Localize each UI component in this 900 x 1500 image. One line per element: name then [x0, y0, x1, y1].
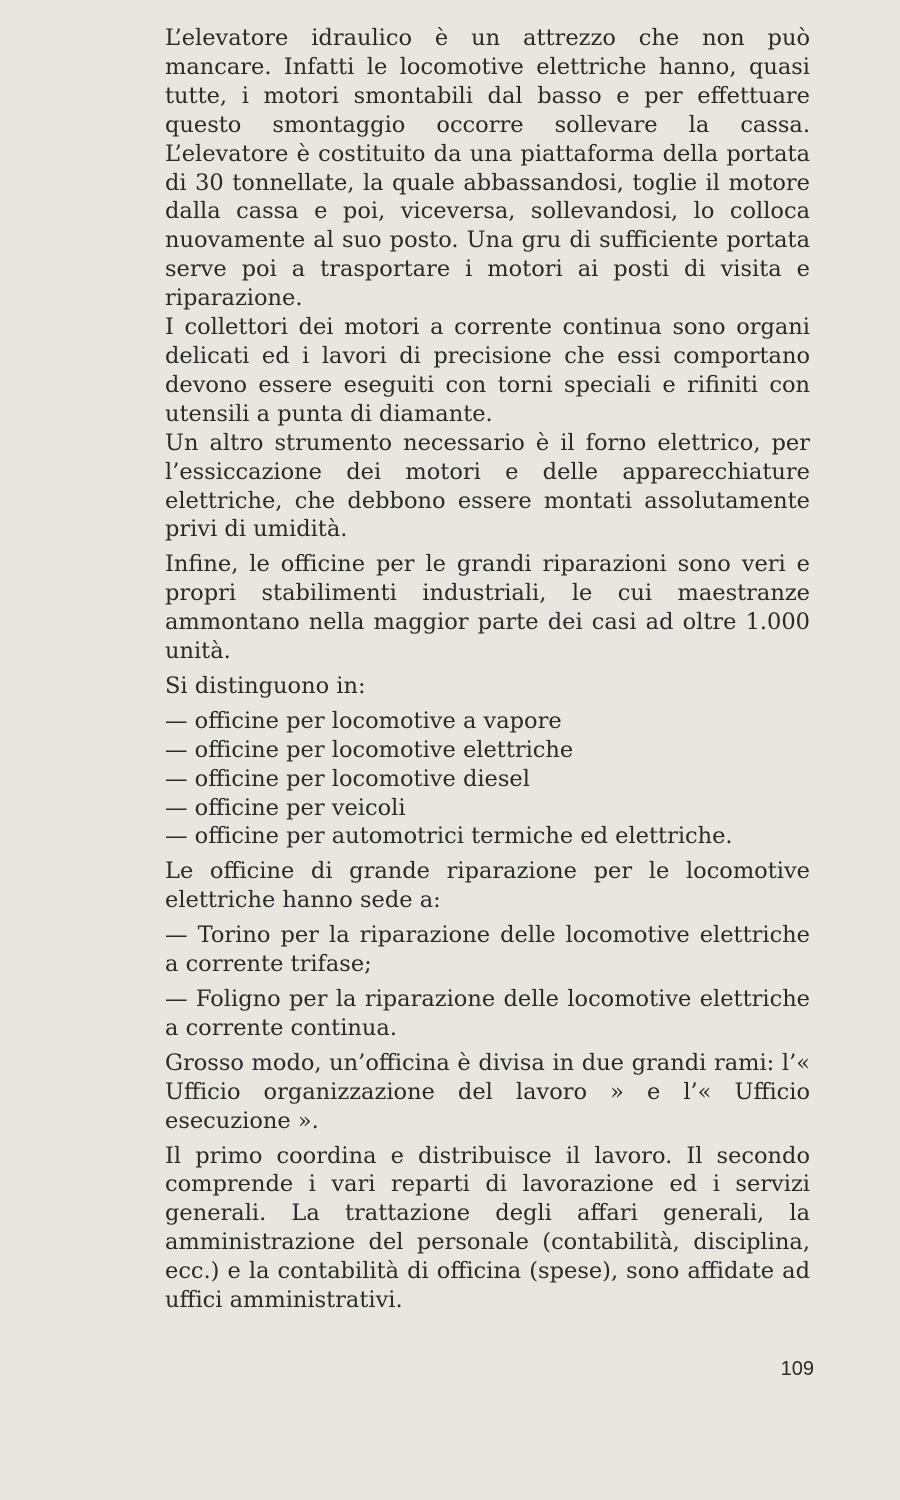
list-item: — officine per automotrici termiche ed elettriche.	[165, 823, 733, 850]
list-item: — officine per locomotive a vapore	[165, 707, 562, 734]
paragraph-forno: Un altro strumento necessario è il forno elettrico, per l’essiccazione dei motori e delle apparecchiature elettriche, che debbono essere montati assolutamente privi di umidità.	[165, 429, 810, 543]
paragraph-officine: Infine, le officine per le grandi riparazioni sono veri e propri stabilimenti industriali, le cui maestranze ammontano nella maggior parte dei casi ad oltre 1.000 unità.	[165, 551, 810, 665]
sede-foligno: — Foligno per la riparazione delle locomotive elettriche a corrente continua.	[165, 986, 810, 1041]
officine-list	[165, 707, 810, 852]
list-item: — officine per locomotive elettriche	[165, 736, 574, 763]
paragraph-distinguono: Si distinguono in:	[165, 672, 366, 699]
list-item: — officine per veicoli	[165, 794, 406, 821]
text-column	[165, 24, 810, 1315]
paragraph-collettori: I collettori dei motori a corrente continua sono organi delicati ed i lavori di precisione che essi comportano devono essere eseguiti con torni speciali e rifiniti con utensili a punta di diamante.	[165, 314, 810, 427]
paragraph-rami: Grosso modo, un’officina è divisa in due grandi rami: l’« Ufficio organizzazione del lavoro » e l’« Ufficio esecuzione ».	[165, 1049, 810, 1134]
paragraph-sedi: Le officine di grande riparazione per le locomotive elettriche hanno sede a:	[165, 858, 810, 914]
list-item: — officine per locomotive diesel	[165, 765, 530, 792]
paragraph-coordina: Il primo coordina e distribuisce il lavoro. Il secondo comprende i vari reparti di lavorazione ed i servizi generali. La trattazione degli affari generali, la amministrazione del personale (contabilità, disciplina, ecc.) e la contabilità di officina (spese), sono affidate ad uffici amministrativi.	[165, 1142, 810, 1314]
sede-torino: — Torino per la riparazione delle locomotive elettriche a corrente trifase;	[165, 922, 810, 978]
paragraph-elevatore: L’elevatore idraulico è un attrezzo che non può mancare. Infatti le locomotive elettriche hanno, quasi tutte, i motori smontabili dal basso e per effettuare questo smontaggio occorre sollevare la cassa. L’elevatore è costituito da una piattaforma della portata di 30 tonnellate, la quale abbassandosi, toglie il motore dalla cassa e poi, viceversa, sollevandosi, lo colloca nuovamente al suo posto. Una gru di sufficiente portata serve poi a trasportare i motori ai posti di visita e riparazione.	[165, 25, 810, 312]
page-number: 109	[780, 1358, 814, 1380]
